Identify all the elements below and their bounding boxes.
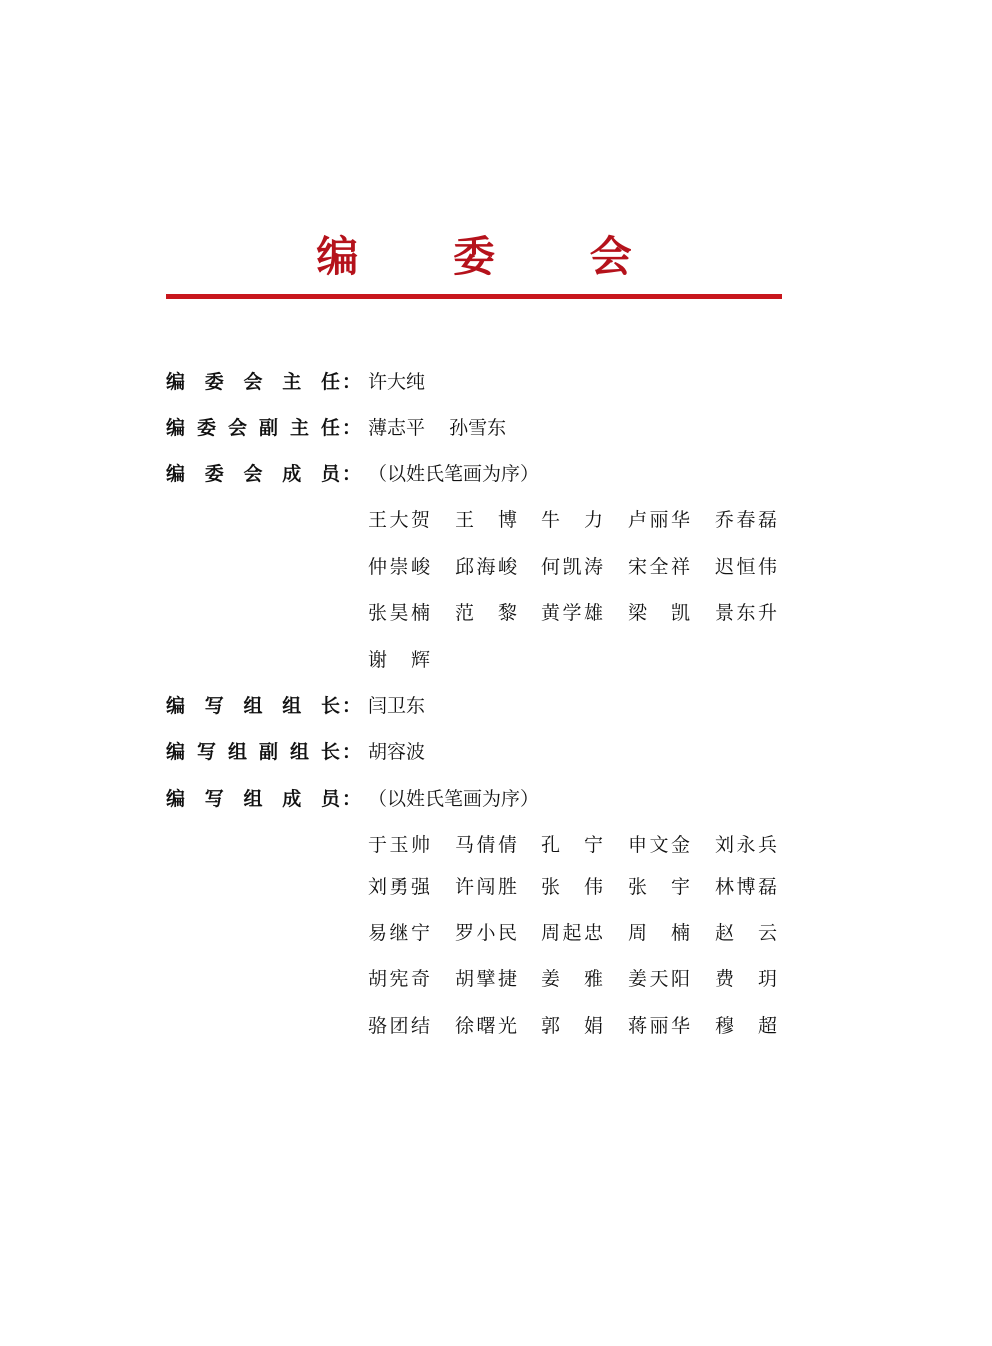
member-name: 张 昊 楠 [368, 602, 430, 624]
section-label: 编 委 会 成 员 [166, 463, 340, 485]
name-row [368, 918, 778, 948]
name-row [368, 598, 778, 628]
member-name: 许 闯 胜 [455, 876, 517, 898]
page-title: 编 委 会 [316, 232, 672, 281]
label-colon: ： [342, 741, 362, 763]
name-row [368, 552, 778, 582]
member-name: 乔 春 磊 [715, 509, 777, 531]
section-label: 编 委 会 副 主 任 [166, 417, 340, 439]
member-name: 胡 擘 捷 [455, 968, 517, 990]
member-name: 姜 雅 [541, 968, 603, 990]
label-colon: ： [342, 788, 362, 810]
member-name: 骆 团 结 [368, 1015, 430, 1037]
member-name: 梁 凯 [628, 602, 690, 624]
section-label: 编 写 组 组 长 [166, 695, 340, 717]
member-name: 谢 辉 [368, 649, 430, 671]
section-label: 编 写 组 副 组 长 [166, 741, 340, 763]
member-name: 范 黎 [455, 602, 517, 624]
member-name: 罗 小 民 [455, 922, 517, 944]
name-row [368, 505, 778, 535]
section-value: 闫卫东 [368, 695, 426, 717]
member-name: 张 宇 [628, 876, 690, 898]
label-colon: ： [342, 371, 362, 393]
member-name: 周 起 忠 [541, 922, 603, 944]
member-name: 林 博 磊 [715, 876, 777, 898]
section-value: 薄志平 孙雪东 [368, 417, 507, 439]
member-name: 王 大 贺 [368, 509, 430, 531]
member-name: 仲 崇 峻 [368, 556, 430, 578]
member-name: 费 玥 [715, 968, 777, 990]
title-divider [166, 294, 782, 299]
member-name: 刘 勇 强 [368, 876, 430, 898]
member-name: 何 凯 涛 [541, 556, 603, 578]
member-name: 赵 云 [715, 922, 777, 944]
member-name: 卢 丽 华 [628, 509, 690, 531]
member-name: 邱 海 峻 [455, 556, 517, 578]
member-name: 孔 宁 [541, 834, 603, 856]
member-name: 于 玉 帅 [368, 834, 430, 856]
member-name: 郭 娟 [541, 1015, 603, 1037]
section-value: 许大纯 [368, 371, 426, 393]
member-name: 蒋 丽 华 [628, 1015, 690, 1037]
section-value: （以姓氏笔画为序） [368, 463, 540, 485]
label-colon: ： [342, 417, 362, 439]
section-value: 胡容波 [368, 741, 426, 763]
member-name: 马 倩 倩 [455, 834, 517, 856]
member-name: 穆 超 [715, 1015, 777, 1037]
member-name: 刘 永 兵 [715, 834, 777, 856]
member-name: 牛 力 [541, 509, 603, 531]
section-value: （以姓氏笔画为序） [368, 788, 540, 810]
member-name: 胡 宪 奇 [368, 968, 430, 990]
member-name: 易 继 宁 [368, 922, 430, 944]
member-name: 周 楠 [628, 922, 690, 944]
member-name: 申 文 金 [628, 834, 690, 856]
member-name: 宋 全 祥 [628, 556, 690, 578]
member-name: 姜 天 阳 [628, 968, 690, 990]
member-name: 张 伟 [541, 876, 603, 898]
label-colon: ： [342, 463, 362, 485]
member-name: 迟 恒 伟 [715, 556, 777, 578]
name-row [368, 964, 778, 994]
name-row [368, 645, 778, 675]
member-name: 王 博 [455, 509, 517, 531]
member-name: 徐 曙 光 [455, 1015, 517, 1037]
member-name: 黄 学 雄 [541, 602, 603, 624]
section-label: 编 委 会 主 任 [166, 371, 340, 393]
member-name: 景 东 升 [715, 602, 777, 624]
name-row [368, 1011, 778, 1041]
name-row [368, 872, 778, 902]
name-row [368, 830, 778, 860]
label-colon: ： [342, 695, 362, 717]
section-label: 编 写 组 成 员 [166, 788, 340, 810]
